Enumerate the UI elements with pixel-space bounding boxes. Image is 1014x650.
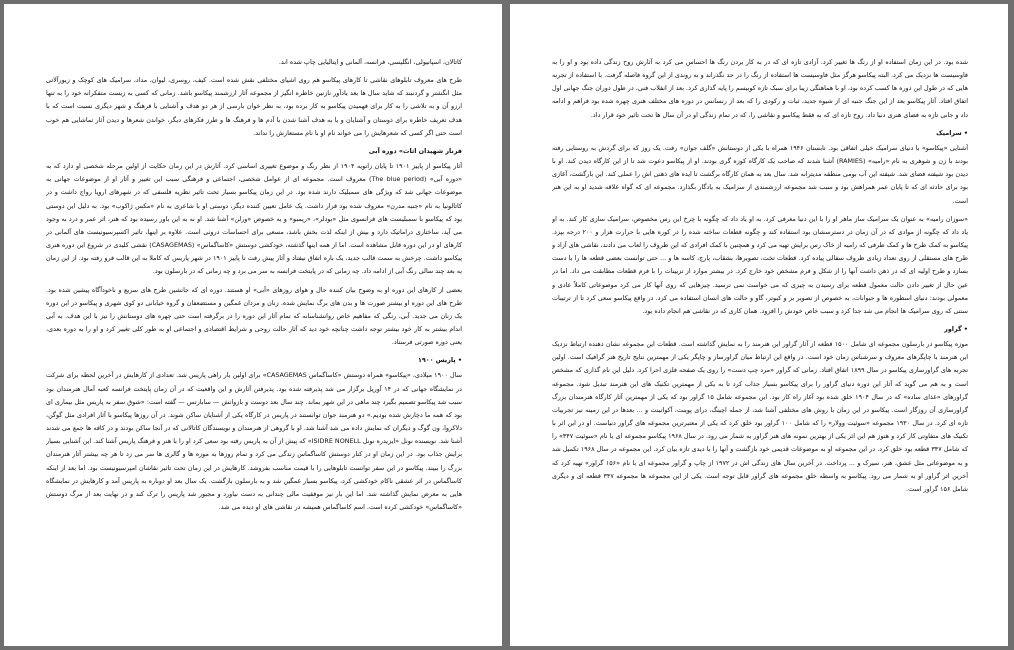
page-right <box>510 4 1008 646</box>
section-heading: فرنار شهیدان اثاث» دوره آبی <box>368 146 462 155</box>
paragraph: سال ۱۹۰۰ میلادی، «پیکاسو» همراه دوستش «کاساگماس CASAGEMAS» برای اولین بار راهی پاریس شد. تعدادی از کارهایش در آخرین لحظه برای شرکت در نمایشگاه جهانی که در ۱۴ آوریل برگزار می شد پذیرفته شده بود. پذیرفتن آثارش و این واقعیت که در آن زمان پایتخت فرانسه کعبه آمال هنرمندان بود سبب شد پیکاسو تصمیم بگیرد چند ماهی در این شهر بماند. چند سال بعد دوست و بازوانش — سابارتس — گفته است: «شوق سفر به پاریس مثل بیماری ای بود که همه ما دچارش شده بودیم.» دو هنرمند جوان توانستند در پاریس در کارگاه یکی از آشنایان ساکن شوند. در آن روزها پیکاسو با آثار افرادی مثل گوگن، دلاکروا، ون گوگ و دیگران که نمایش داده می شد آشنا شد. او با گروهی از هنرمندان و نویسندگان کاتالانی که در آنجا ساکن بودند و در کافه ها جمع می شدند آشنا شد. نویسنده نونل «ایزیدره نونل ISIDRE NONELL» که پیش از آن به پاریس رفته بود سعی کرد او را با هنر و فرهنگ پاریس آشنا کند. این آشنایی بسیار برایش جذاب بود. در این زمان او در کنار دوستش کاساگماس زندگی می کرد و تمام روزها به موزه ها و گالری ها سر می زد تا هر چه بیشتر آثار هنرمندان بزرگ را ببیند. پیکاسو در این سفر توانست تابلوهایی را با قیمت مناسب بفروشد. کارهایش در این زمان تحت تاثیر نقاشان امپرسیونیست بود. اما بعد از اینکه کاساگماس در اثر عشقی ناکام خودکشی کرد، پیکاسو بسیار غمگین شد و به بارسلون بازگشت. یک سال بعد او دوباره به پاریس آمد و کارهایش در نمایشگاه هایی به معرض نمایش گذاشته شد. اما این بار نیز موفقیت مالی چندانی به دست نیاورد و مجبور شد پاریس را ترک کند و در نهایت بعد از مرگ دوستش «کاساگماس» خودکشی کرده است. اسم کاساگماس همیشه در نقاشی های او دیده می شد. <box>46 371 462 511</box>
paragraph: آشنایی «پیکاسو» با دنیای سرامیک خیلی اتفاقی بود. تابستان ۱۹۴۶ همراه با یکی از دوستانش «گلف جوان» رفت. یک روز که برای گردش به روستایی رفته بودند با زن و شوهری به نام «رامیه» (RAMIES) آشنا شدند که صاحب یک کارگاه کوزه گری بودند. او از پیکاسو دعوت شد تا از این کارگاه دیدن کند. او با دیدن بود شیفته فضای شد. شیفته این آب بومی منطقه مدیترانه شد. سال بعد به همان کارگاه برگشت تا ایده های ذهنی اش را عملی کند. این بارگشت، آغازی بود برای حادثه ای که تا پایان عمر همراهش بود و سبب شد مجموعه ارزشمندی از سرامیک به یادگار بگذارد. مجموعه ای که گواه علاقه شدید او به این هنر است. <box>552 143 968 205</box>
page-left <box>4 4 502 646</box>
paragraph: آثار پیکاسو از پاییز ۱۹۰۱ تا پایان زانویه ۱۹۰۴ از نظر رنگ و موضوع تغییری اساسی کرد. آثارش در این زمان حکایت از اولین مرحله شخصی او دارد که به «دوره آبی» (The blue period) معروف است. مجموعه ای از عوامل شخصی، اجتماعی و فرهنگی سبب این تغییر و آثار او از موضوعات جهانی به موضوعات جهانی شد که ویژگی های سمبلیک دارند شده بود. در این زمان پیکاسو بسیار تحت تاثیر نظریه فلسفی که در شهرهای اروپا رواج داشت و در کاتالونیا به نام «جنبه مدرن» معروف شده بود قرار داشت. یک عامل تعیین کننده دیگر، دوستی او با شاعری به نام «مکس ژاکوب» بود. به دلیل این دوستی بود که پیکاسو با سمبلیست های فرانسوی مثل «بودلر»، «ریمبو» و به خصوص «ورلن» آشنا شد. او نه به این باور رسیده بود که هنر، اثر عمر و درد به وجود می آید، ساختاری دراماتیک دارد و بیش از اینکه لذت بخش باشد، مسعی برای احساسات درونی است. علاوه بر اینها، تاثیر اکسپرسیونیست های آلمانی در کارهای او در این دوره قابل مشاهده است. اما از همه اینها گذشته، خودکشی دوستش «کاساگماس» (CASAGEMAS) نقشی کلیدی در شروع این دوره هنری پیکاسو داشت. چرخش به سمت قالب جدید، یک باره اتفاق نیفتاد و آثار پیش رفت تا پاییز ۱۹۰۱ در شهر پاریس که کاملا به این قالب فرو رفته بود. از این زمان به بعد چند سالی رنگ آبی از ادامه داد. چه زمانی که در پایتخت فرانسه به سر می برد و چه زمانی که در بارسلون بود. <box>46 162 462 276</box>
section-heading: • سرامیک <box>552 127 968 140</box>
section-heading: • گراور <box>552 323 968 336</box>
paragraph: موزه پیکاسو در بارسلون مجموعه ای شامل ۱۵۰۰ قطعه از آثار گراور این هنرمند را به نمایش گذاشته است. قطعات این مجموعه نشان دهنده ارتباط نزدیک این هنرمند با چاپگرهای معروف و سرشناس زمان خود است. در واقع این ارتباط میان گراورساز و چاپگر یکی از مهمترین نتایج تاریخ هنر گرافیک است. اولین تجربه های گراورسازی پیکاسو در سال ۱۸۹۹ اتفاق افتاد. زمانی که گراور «مرد چپ دست» را روی یک صفحه فلزی اجرا کرد. دلیل این نام گذاری که مشخص است و به هم می گوید که آثار این دوره دنیای گراور را برای پیکاسو بسیار جذاب کرد تا به یکی از مهمترین تکنیک های این هنرمند تبدیل شود. مجموعه گراورهای «غذای ساده» که در سال ۱۹۰۴ خلق شده بود آغاز راه کار بود. این مجموعه شامل ۱۵ گراور بود که یکی از مهمترین آثار کارگاه هنرمندان بزرگ گراورسازی آن روزگار است. پیکاسو در این زمان با روش های مختلفی آشنا شد، از جمله اچینگ، درای پوینت، آکواتینت و ... بعدها در این زمینه نیز تجربیات تازه ای کرد. در سال ۱۹۳۰ مجموعه «سوئیت وولار» را که شامل ۱۰۰ گراور بود خلق کرد که یکی از معتبرترین مجموعه های گراور دنیاست. او در این اثر با تکنیک های متفاوتی کار کرد و هنوز هم این اثر یکی از بهترین نمونه های هنر گراور به شمار می رود. در سال ۱۹۶۸ پیکاسو مجموعه ای با نام «سوئیت ۳۴۷» را که شامل ۳۴۷ قطعه بود خلق کرد. در این مجموعه او به موضوعات قدیمی خود بازگشت و آنها را با دیدی تازه بیان کرد. این مجموعه در سال ۱۹۶۸ تکمیل شد و به موضوعاتی مثل عشق، هنر، سیرک و ... پرداخت. در آخرین سال های زندگی اش در ۱۹۷۲ از چاپ و گراور مجموعه ای با نام «۱۵۶ گراور» تهیه کرد که آخرین اثر گراور او به شمار می رود. پیکاسو به واسطه خلق مجموعه های گراور قابل توجه است. یکی از این مجموعه ها مجموعه ۳۴۷ قطعه ای و دیگری شامل ۱۵۶ گراور است. <box>552 340 968 493</box>
paragraph: کاتالان، اسپانیولی، انگلیسی، فرانسه، آلمانی و ایتالیایی چاپ شده اند. <box>278 58 462 66</box>
page-left-text <box>46 56 462 626</box>
page-right-text <box>552 56 968 626</box>
section-heading: • پاریس ۱۹۰۰ <box>46 354 462 367</box>
paragraph: شده بود. در این زمان استفاده او از رنگ ها تغییر کرد. آزادی تازه ای که در به کار بردن رنگ ها احساس می کرد به آثارش روح زندگی داده بود و او را به فاوسیست ها نزدیک می کرد. البته پیکاسو هرگز مثل فاوسیست ها استفاده از رنگ را در حد نگذراند و به روندی از این گروه فاصله گرفت. با استفاده از تجربه هایی که در طول این دوره ها کسب کرده بود، او با هماهنگی زیبا برای سبک تازه کوبیسم را پایه گذاری کرد. بعد از انقلاب فنی، در طول دوران جنگ جهانی اول اتفاق افتاد. آثار پیکاسو بعد از این جنگ جنبه ای از شیوه جدید، ثبات و رکودی را که بعد از رنسانس در دوره های مختلف هنری چهره شده بود فراهم و ادامه داد و جانی تازه به فضای هنری دنیا داد. روح تازه ای که به فقط پیکاسو و نقاشی را، که در تمام زندگی او در آن سال ها تحت تاثیر خود قرار داد. <box>552 58 968 119</box>
paragraph: «سوزان رامیه» به عنوان یک سرامیک ساز ماهر او را با این دنیا معرفی کرد. به او یاد داد که چگونه با چرخ این رس مخصوص، سرامیک سازی کار کند. به او یاد داد که چگونه از موادی که در آن زمان در دسترسشان بود استفاده کند و چگونه قطعات ساخته شده را در کوره هایی با حرارت هزار و ۲۰۰ درجه بپزد. پیکاسو به کمک طرح ها و کمک طرفی که رامیه از خاک رس برایش تهیه می کرد و همچنین با کمک افرادی که این ظروف را لعاب می دادند، نقاشی های آزاد و طرح های مستقلی از روی تعداد زیادی ظروف سفالی پیاده کرد. قطعات تخت، تصویرها، بشقاب، پارچ، کاسه ها و ... حتی توانست بعضی قطعه ها را با دست بسازد و طرح اولیه ای که در ذهن داشت آنها را از شکل و فرم مشخص خود خارج کرد. در بیشتر موارد از تزیینات را با فرم قطعات مطابقت می داد. اما در عین حال از تغییر دادن حالت معمول قطعه برای رسیدن به چیزی که می خواست نمی ترسید. چیزهایی که روی آنها کار می کرد موضوعاتی کاملاً عادی و معمولی بودند: دنیای اسطوره ها و حیوانات، به خصوص از تصویر بز و کبوتر، گاو و حالت های انسان استفاده می کرد. در واقع پیکاسو سعی کرد تا از ترتیبات سنتی که روی سرامیک ها انجام می شد جدا کرد و سبب خاص خودش را افزود. همان کاری که در نقاشی هم انجام داده بود. <box>552 214 968 315</box>
paragraph: بعضی از کارهای این دوره او به وضوح بیان کننده حال و هوای روزهای «آبی» او هستند. دوره ای که جانشین طرح های سریع و ناخودآگاه پیشین شده بود. طرح های این دوره او بیشتر صورت ها و بدن های برگ نمایش شده. زنان و مردان غمگین و مستضعفان و گروه خیابانی دو کوی شهری و پیکاسو در این دوره یک زنان می جدید. آبی، رنگی که مفاهیم خاص روانشناسانه که تمام آثار این دوره را در برگرفته است حتی چهره های دوستانش را نیز با این هدف. به آبی اندام بیشتر به کار خود بیشتر توجه داشت چنانچه خود دید که آثار حالت روحی و شرایط اقتصادی و اجتماعی او به طور کلی تغییر کرد و او را به دوره بعدی، یعنی دوره صورتی فرستاد. <box>46 285 462 347</box>
paragraph: طرح های معروف تابلوهای نقاشی تا کارهای پیکاسو هم روی اشیای مختلفی نقش شده است. کیف، روسری، لیوان، مداد، سرامیک های کوچک و زیورآلاتی مثل انگشتر و گردنبند که شاید سال ها بعد یادآور نازنین خاطره انگیز از مجموعه آثار ارزشمند پیکاسو باشد. زمانی که کسی به زیست متفکرانه خود را به تنها ارزو آن و به تلاشی را به کار برای فهمیدن پیکاسو به کار برده بود، به نظر خوان بارسی از هر دو هدف و آشنایی با فرهنگ و شهر دیگری نسبت است که با هدف تعریف خاطره برای دوستان و آشنایان و یا به هدف آشنا شدن با آدم ها و فرهنگ ها و طرز فکرهای دیگر، خواندن شعرها و دیدن آثار تماشایی هم خوب است حتی اگر کسی که شعرهایش را می خواند نام او با نام مستعارش را نداند. <box>46 76 462 137</box>
